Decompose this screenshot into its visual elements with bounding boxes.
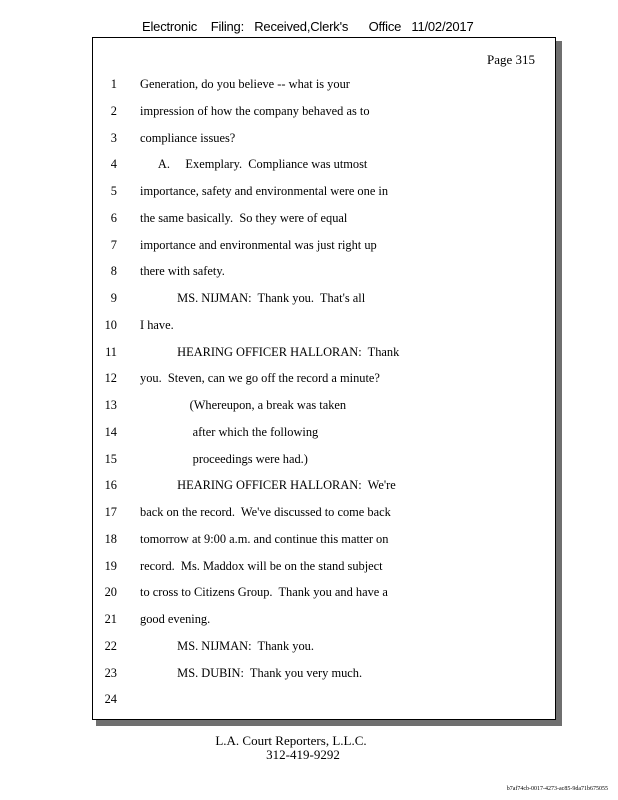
line-number: 19 — [104, 558, 117, 573]
line-number: 2 — [110, 103, 117, 118]
footer-company: L.A. Court Reporters, L.L.C. — [215, 733, 367, 748]
line-text: to cross to Citizens Group. Thank you and have a — [140, 585, 388, 600]
line-number: 13 — [104, 398, 117, 412]
line-text: compliance issues? — [140, 130, 236, 145]
line-text: HEARING OFFICER HALLORAN: We're — [140, 478, 396, 493]
line-number: 1 — [110, 77, 117, 91]
line-text: I have. — [140, 317, 174, 332]
document-hash: b7af74cb-0017-4273-ac85-9da71b675055 — [506, 786, 608, 792]
line-text: importance, safety and environmental were one in — [140, 184, 389, 198]
line-text: impression of how the company behaved as to — [140, 103, 370, 118]
line-text: MS. NIJMAN: Thank you. — [140, 638, 314, 653]
line-text: the same basically. So they were of equal — [140, 210, 348, 225]
line-number: 15 — [104, 451, 117, 466]
page-number: Page 315 — [486, 52, 535, 67]
line-number: 6 — [110, 210, 117, 225]
line-text: importance and environmental was just right up — [140, 237, 377, 252]
line-number: 17 — [104, 505, 117, 519]
line-number: 9 — [110, 291, 117, 305]
line-number: 12 — [104, 371, 117, 386]
line-number: 20 — [104, 585, 117, 600]
line-number: 4 — [110, 157, 117, 172]
line-number: 16 — [104, 478, 117, 493]
line-text: back on the record. We've discussed to come back — [140, 505, 391, 519]
line-text: A. Exemplary. Compliance was utmost — [140, 157, 368, 172]
line-text: MS. DUBIN: Thank you very much. — [140, 665, 363, 680]
line-number: 23 — [104, 665, 117, 680]
line-text: tomorrow at 9:00 a.m. and continue this matter on — [140, 531, 389, 546]
line-text: good evening. — [140, 612, 211, 626]
line-number: 24 — [104, 692, 117, 707]
line-text: proceedings were had.) — [140, 451, 308, 466]
line-number: 21 — [104, 612, 117, 626]
line-number: 3 — [110, 130, 117, 145]
transcript-page — [92, 37, 556, 720]
line-text: after which the following — [140, 424, 319, 439]
line-text: there with safety. — [140, 264, 225, 279]
line-text: you. Steven, can we go off the record a minute? — [140, 371, 380, 386]
line-number: 14 — [104, 424, 117, 439]
line-text: (Whereupon, a break was taken — [140, 398, 347, 412]
line-number: 10 — [104, 317, 117, 332]
line-text: HEARING OFFICER HALLORAN: Thank — [140, 344, 400, 359]
line-number: 5 — [110, 184, 117, 198]
line-number: 8 — [110, 264, 117, 279]
line-number: 18 — [104, 531, 117, 546]
line-text: record. Ms. Maddox will be on the stand subject — [140, 558, 383, 573]
footer-phone: 312-419-9292 — [266, 747, 340, 762]
line-text: MS. NIJMAN: Thank you. That's all — [140, 291, 366, 305]
line-number: 22 — [104, 638, 117, 653]
line-number: 7 — [110, 237, 117, 252]
line-number: 11 — [105, 344, 117, 359]
filing-header: Electronic Filing: Received,Clerk's Office 11/02/2017 — [142, 19, 474, 34]
line-text: Generation, do you believe -- what is your — [140, 77, 350, 91]
